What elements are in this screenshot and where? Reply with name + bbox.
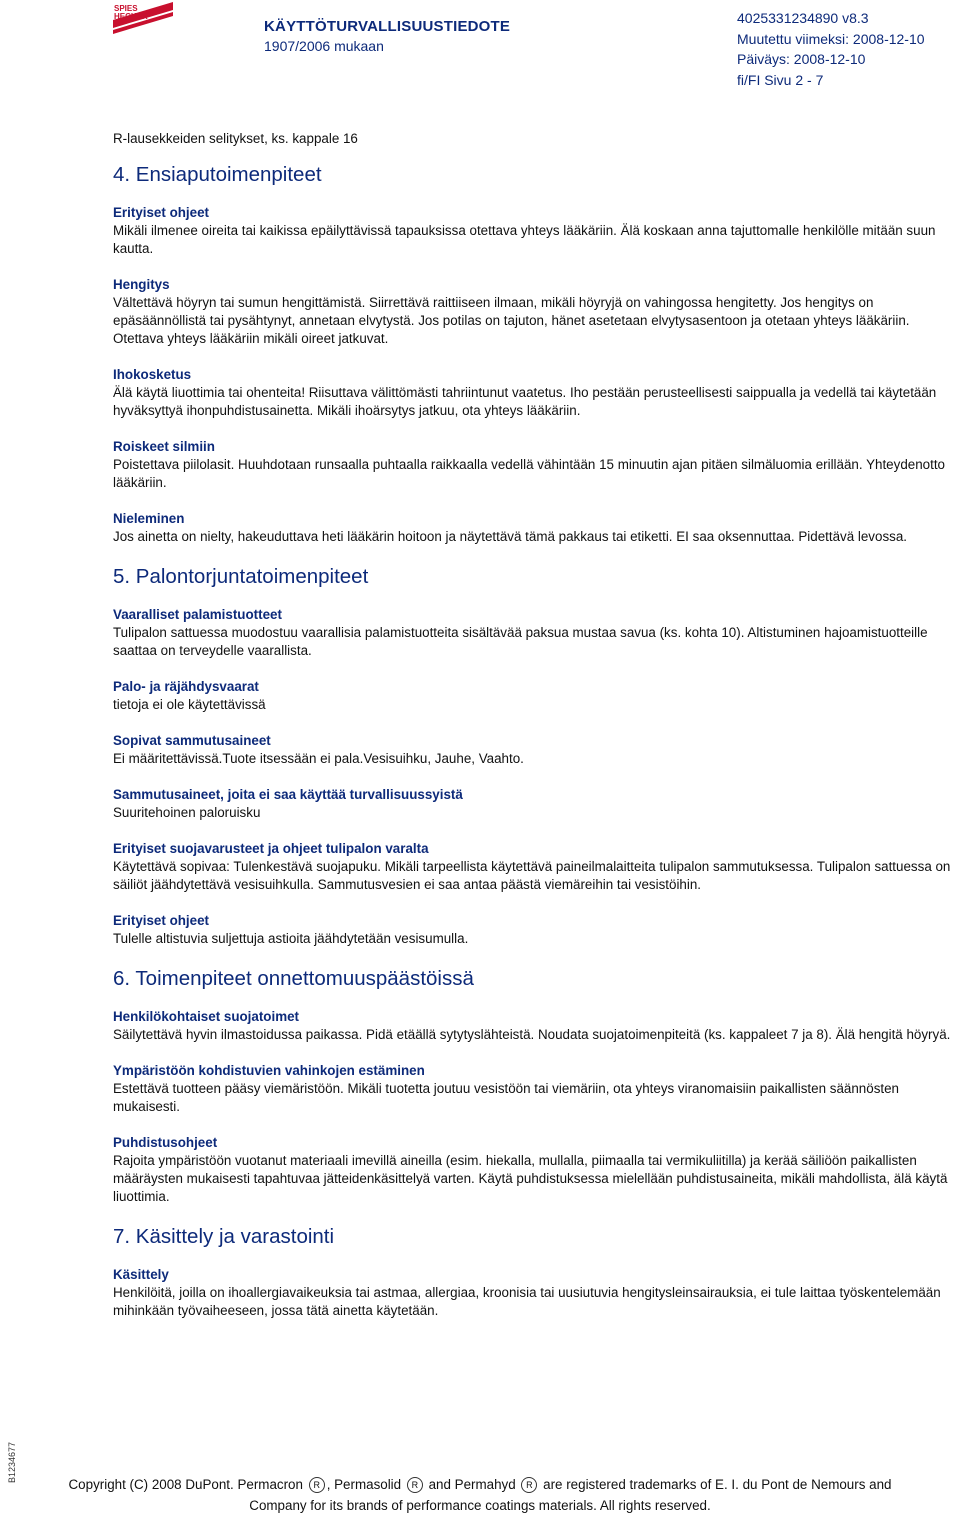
subsection-text: Rajoita ympäristöön vuotanut materiaali imevillä aineilla (esim. hiekalla, mullalla, piimaalla tai vermikuliitilla) ja kerää säiliöön paikallisten määräysten mukaisesti tapahtuvaa jätteidenkäsittelyä varten. Käytä puhdistuksessa mielellään puhdistusaineita, mikäli mahdollista, älä käytä liuottimia. — [113, 1153, 948, 1204]
section-title: 4. Ensiaputoimenpiteet — [113, 163, 322, 186]
subsection-heading: Sammutusaineet, joita ei saa käyttää turvallisuussyistä — [113, 787, 463, 802]
subsection-text: Henkilöitä, joilla on ihoallergiavaikeuksia tai astmaa, allergiaa, kroonisia tai uusiutuvia hengitysleinsairauksia, ei tule laittaa työskentelemään mihinkään työvaiheeseen, jossa tätä ainetta käytetään. — [113, 1285, 941, 1318]
subsection-heading: Erityiset ohjeet — [113, 913, 209, 928]
subsection-text: Ei määritettävissä.Tuote itsessään ei pala.Vesisuihku, Jauhe, Vaahto. — [113, 751, 524, 766]
subsection-text: Säilytettävä hyvin ilmastoidussa paikassa. Pidä etäällä sytytyslähteistä. Noudata suojatoimenpiteitä (ks. kappaleet 7 ja 8). Älä hengitä höyryä. — [113, 1027, 951, 1042]
subsection-text: Jos ainetta on nielty, hakeuduttava heti lääkärin hoitoon ja näytettävä tämä pakkaus tai etiketti. EI saa oksennuttaa. Pidettävä levossa. — [113, 529, 908, 544]
subsection-text: tietoja ei ole käytettävissä — [113, 697, 266, 712]
subsection-text: Estettävä tuotteen pääsy viemäristöön. Mikäli tuotetta joutuu vesistöön tai viemäriin, ota yhteys viranomaisiin paikallisten säännösten mukaisesti. — [113, 1081, 900, 1114]
subsection-heading: Erityiset suojavarusteet ja ohjeet tulipalon varalta — [113, 841, 429, 856]
subsection — [113, 438, 960, 492]
subsection-text: Poistettava piilolasit. Huuhdotaan runsaalla puhtaalla raikkaalla vedellä vähintään 15 minuutin ajan pitäen silmäluomia erillään. Yhteydenotto lääkäriin. — [113, 457, 945, 490]
subsection-text: Tulelle altistuvia suljettuja astioita jäähdytetään vesisumulla. — [113, 931, 469, 946]
subsection-text: Käytettävä sopivaa: Tulenkestävä suojapuku. Mikäli tarpeellista käytettävä paineilmalaitteita tulipalon sammutuksessa. Tulipalon sattuessa on säiliöt jäähdytettävä vesisuihkulla. Sammutusvesien ei saa antaa päästä viemäreihin tai vesistöihin. — [113, 859, 951, 892]
page-header — [0, 0, 960, 90]
subsection — [113, 786, 960, 822]
subsection — [113, 732, 960, 768]
subsection-heading: Ihokosketus — [113, 367, 192, 382]
intro-text: R-lausekkeiden selitykset, ks. kappale 16 — [113, 131, 358, 146]
footer-text: Copyright (C) 2008 DuPont. Permacron — [68, 1477, 303, 1492]
subsection — [113, 912, 960, 948]
subsection — [113, 1266, 960, 1320]
subsection-heading: Hengitys — [113, 277, 170, 292]
document-subtitle: 1907/2006 mukaan — [264, 38, 384, 54]
section-title: 6. Toimenpiteet onnettomuuspäästöissä — [113, 967, 474, 990]
subsection-text: Mikäli ilmenee oireita tai kaikissa epäilyttävissä tapauksissa otettava yhteys lääkäriin. Älä koskaan anna tajuttomalle henkilölle mitään suun kautta. — [113, 223, 936, 256]
footer-text: are registered trademarks of E. I. du Pont de Nemours and — [543, 1477, 892, 1492]
subsection-text: Tulipalon sattuessa muodostuu vaarallisia palamistuotteita sisältävää paksua mustaa savua (ks. kohta 10). Altistuminen hajoamistuotteille saattaa on terveydelle vaarallista. — [113, 625, 928, 658]
subsection — [113, 1134, 960, 1206]
subsection — [113, 366, 960, 420]
subsection — [113, 840, 960, 894]
subsection — [113, 678, 960, 714]
subsection-heading: Vaaralliset palamistuotteet — [113, 607, 282, 622]
meta-modified: Muutettu viimeksi: 2008-12-10 — [737, 30, 925, 47]
section-title: 5. Palontorjuntatoimenpiteet — [113, 565, 369, 588]
spies-hecker-logo — [113, 2, 173, 36]
subsection-heading: Ympäristöön kohdistuvien vahinkojen estäminen — [113, 1063, 425, 1078]
document-title: KÄYTTÖTURVALLISUUSTIEDOTE — [264, 18, 511, 35]
subsection — [113, 1008, 960, 1044]
subsection-heading: Henkilökohtaiset suojatoimet — [113, 1009, 300, 1024]
subsection-text: Älä käytä liuottimia tai ohenteita! Riisuttava välittömästi tahriintunut vaatetus. Iho pestään perusteellisesti saippualla ja vedellä tai käytetään hyväksyttyä ihonpuhdistusainetta. Mikäli ihoärsytys jatkuu, ota yhteys lääkäriin. — [113, 385, 937, 418]
subsection — [113, 1062, 960, 1116]
subsection-heading: Puhdistusohjeet — [113, 1135, 218, 1150]
meta-code: 4025331234890 v8.3 — [737, 10, 869, 26]
footer-line-1 — [0, 1474, 960, 1495]
document-body — [113, 130, 960, 1338]
subsection — [113, 276, 960, 348]
subsection — [113, 510, 960, 546]
subsection-heading: Käsittely — [113, 1267, 169, 1282]
subsection-heading: Nieleminen — [113, 511, 185, 526]
subsection — [113, 204, 960, 258]
svg-text:SPIES: SPIES — [114, 4, 138, 13]
meta-page: fi/FI Sivu 2 - 7 — [737, 71, 824, 88]
meta-date: Päiväys: 2008-12-10 — [737, 51, 866, 67]
registered-icon: R — [309, 1477, 325, 1493]
svg-text:HECKER: HECKER — [114, 12, 148, 21]
section-title: 7. Käsittely ja varastointi — [113, 1225, 335, 1248]
footer-text: and Permahyd — [428, 1477, 516, 1492]
page-footer — [0, 1474, 960, 1516]
subsection-text: Suuritehoinen paloruisku — [113, 805, 261, 820]
registered-icon: R — [407, 1477, 423, 1493]
footer-line-2: Company for its brands of performance coatings materials. All rights reserved. — [249, 1498, 711, 1513]
document-meta — [737, 8, 925, 90]
registered-icon: R — [521, 1477, 537, 1493]
side-code: B1234677 — [7, 1441, 17, 1483]
subsection — [113, 606, 960, 660]
subsection-heading: Palo- ja räjähdysvaarat — [113, 679, 259, 694]
footer-text: , Permasolid — [326, 1477, 402, 1492]
subsection-heading: Roiskeet silmiin — [113, 439, 215, 454]
subsection-heading: Erityiset ohjeet — [113, 205, 209, 220]
subsection-text: Vältettävä höyryn tai sumun hengittämistä. Siirrettävä raittiiseen ilmaan, mikäli höyryjä on vahingossa hengitetty. Jos hengitys on epäsäännöllistä tai pysähtynyt, annetaan elvytystä. Jos potilas on tajuton, hänet asetetaan elvytysasentoon ja otetaan yhteys lääkäriin. Otettava yhteys lääkäriin mikäli oireet jatkuvat. — [113, 295, 910, 346]
subsection-heading: Sopivat sammutusaineet — [113, 733, 271, 748]
